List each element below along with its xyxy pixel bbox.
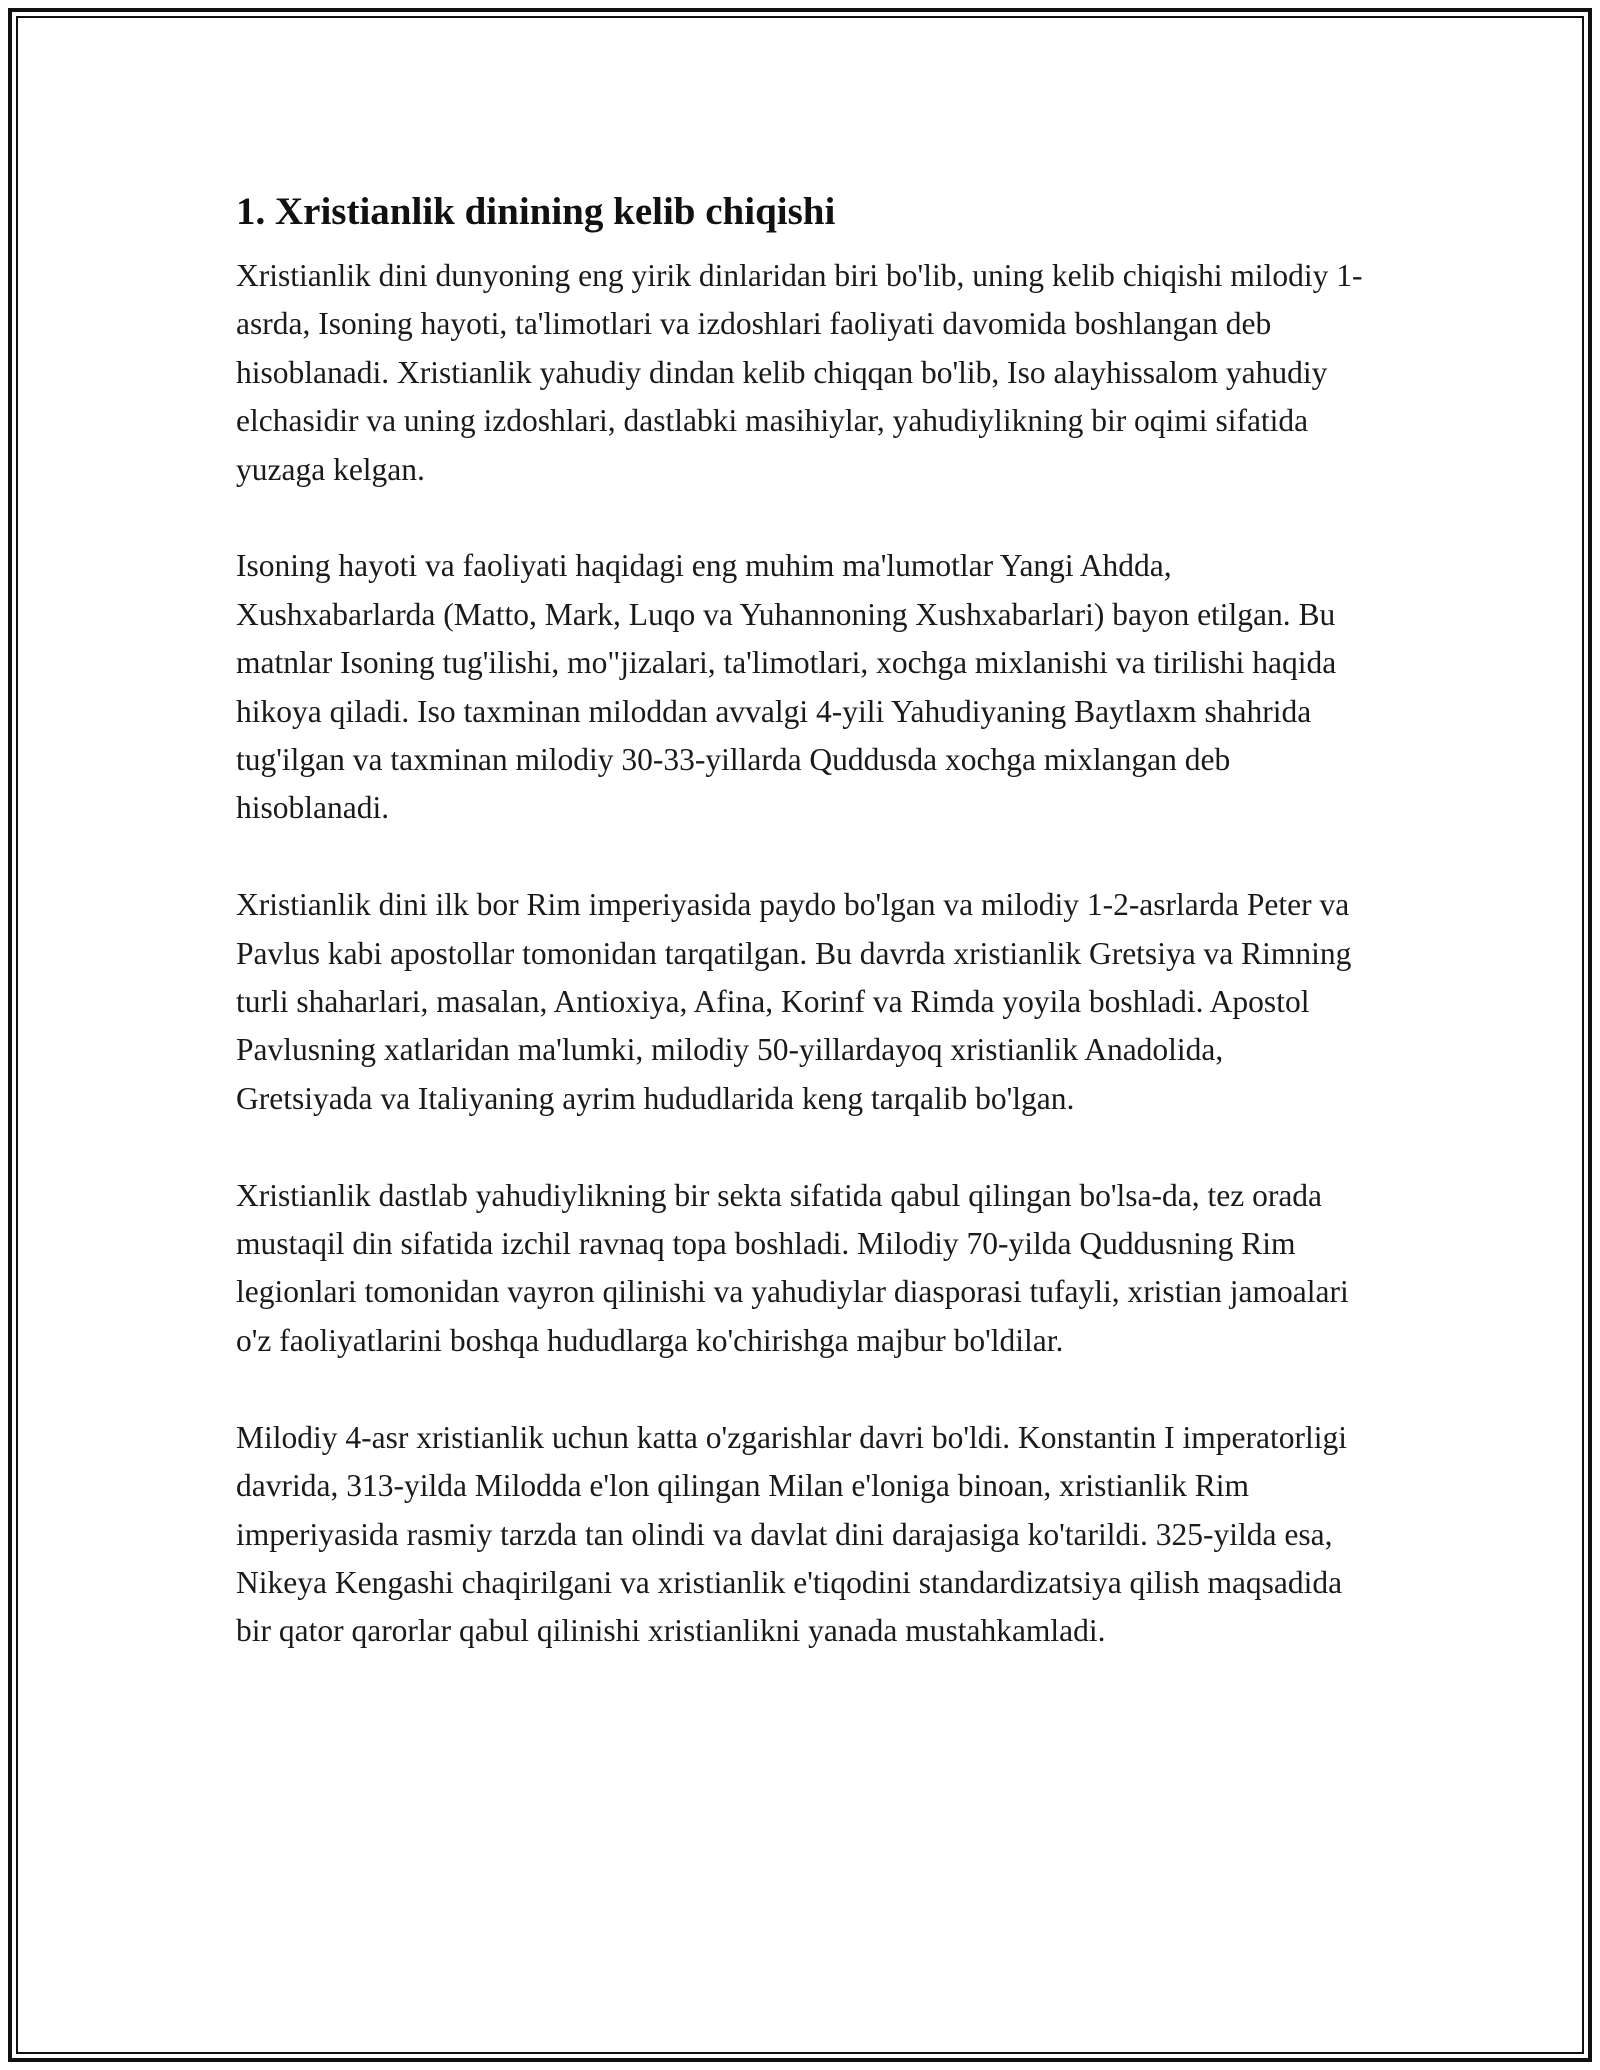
paragraph-life-of-jesus: Isoning hayoti va faoliyati haqidagi eng muhim ma'lumotlar Yangi Ahdda, Xushxabarlarda (Matto, Mark, Luqo va Yuhannoning Xushxabarlari) bayon etilgan. Bu matnlar Isoning tug'ilishi, mo"jizalari, ta'limotlari, xochga mixlanishi va tirilishi haqida hikoya qiladi. Iso taxminan miloddan avvalgi 4-yili Yahudiyaning Baytlaxm shahrida tug'ilgan va taxminan milodiy 30-33-yillarda Quddusda xochga mixlangan deb hisoblanadi. bbox=[236, 548, 1337, 826]
section-heading: 1. Xristianlik dinining kelib chiqishi bbox=[236, 190, 836, 233]
document-body bbox=[236, 186, 1366, 1704]
paragraph-origin: Xristianlik dini dunyoning eng yirik dinlaridan biri bo'lib, uning kelib chiqishi milodiy 1-asrda, Isoning hayoti, ta'limotlari va izdoshlari faoliyati davomida boshlangan deb hisoblanadi. Xristianlik yahudiy dindan kelib chiqqan bo'lib, Iso alayhissalom yahudiy elchasidir va uning izdoshlari, dastlabki masihiylar, yahudiylikning bir oqimi sifatida yuzaga kelgan. bbox=[236, 258, 1363, 487]
paragraph-spread: Xristianlik dini ilk bor Rim imperiyasida paydo bo'lgan va milodiy 1-2-asrlarda Peter va Pavlus kabi apostollar tomonidan tarqatilgan. Bu davrda xristianlik Gretsiya va Rimning turli shaharlari, masalan, Antioxiya, Afina, Korinf va Rimda yoyila boshladi. Apostol Pavlusning xatlaridan ma'lumki, milodiy 50-yillardayoq xristianlik Anadolida, Gretsiyada va Italiyaning ayrim hududlarida keng tarqalib bo'lgan. bbox=[236, 887, 1352, 1116]
paragraph-independence: Xristianlik dastlab yahudiylikning bir sekta sifatida qabul qilingan bo'lsa-da, tez orada mustaqil din sifatida izchil ravnaq topa boshladi. Milodiy 70-yilda Quddusning Rim legionlari tomonidan vayron qilinishi va yahudiylar diasporasi tufayli, xristian jamoalari o'z faoliyatlarini boshqa hududlarga ko'chirishga majbur bo'ldilar. bbox=[236, 1177, 1349, 1358]
paragraph-fourth-century: Milodiy 4-asr xristianlik uchun katta o'zgarishlar davri bo'ldi. Konstantin I imperatorligi davrida, 313-yilda Milodda e'lon qilingan Milan e'loniga binoan, xristianlik Rim imperiyasida rasmiy tarzda tan olindi va davlat dini darajasiga ko'tarildi. 325-yilda esa, Nikeya Kengashi chaqirilgani va xristianlik e'tiqodini standardizatsiya qilish maqsadida bir qator qarorlar qabul qilinishi xristianlikni yanada mustahkamladi. bbox=[236, 1419, 1347, 1649]
